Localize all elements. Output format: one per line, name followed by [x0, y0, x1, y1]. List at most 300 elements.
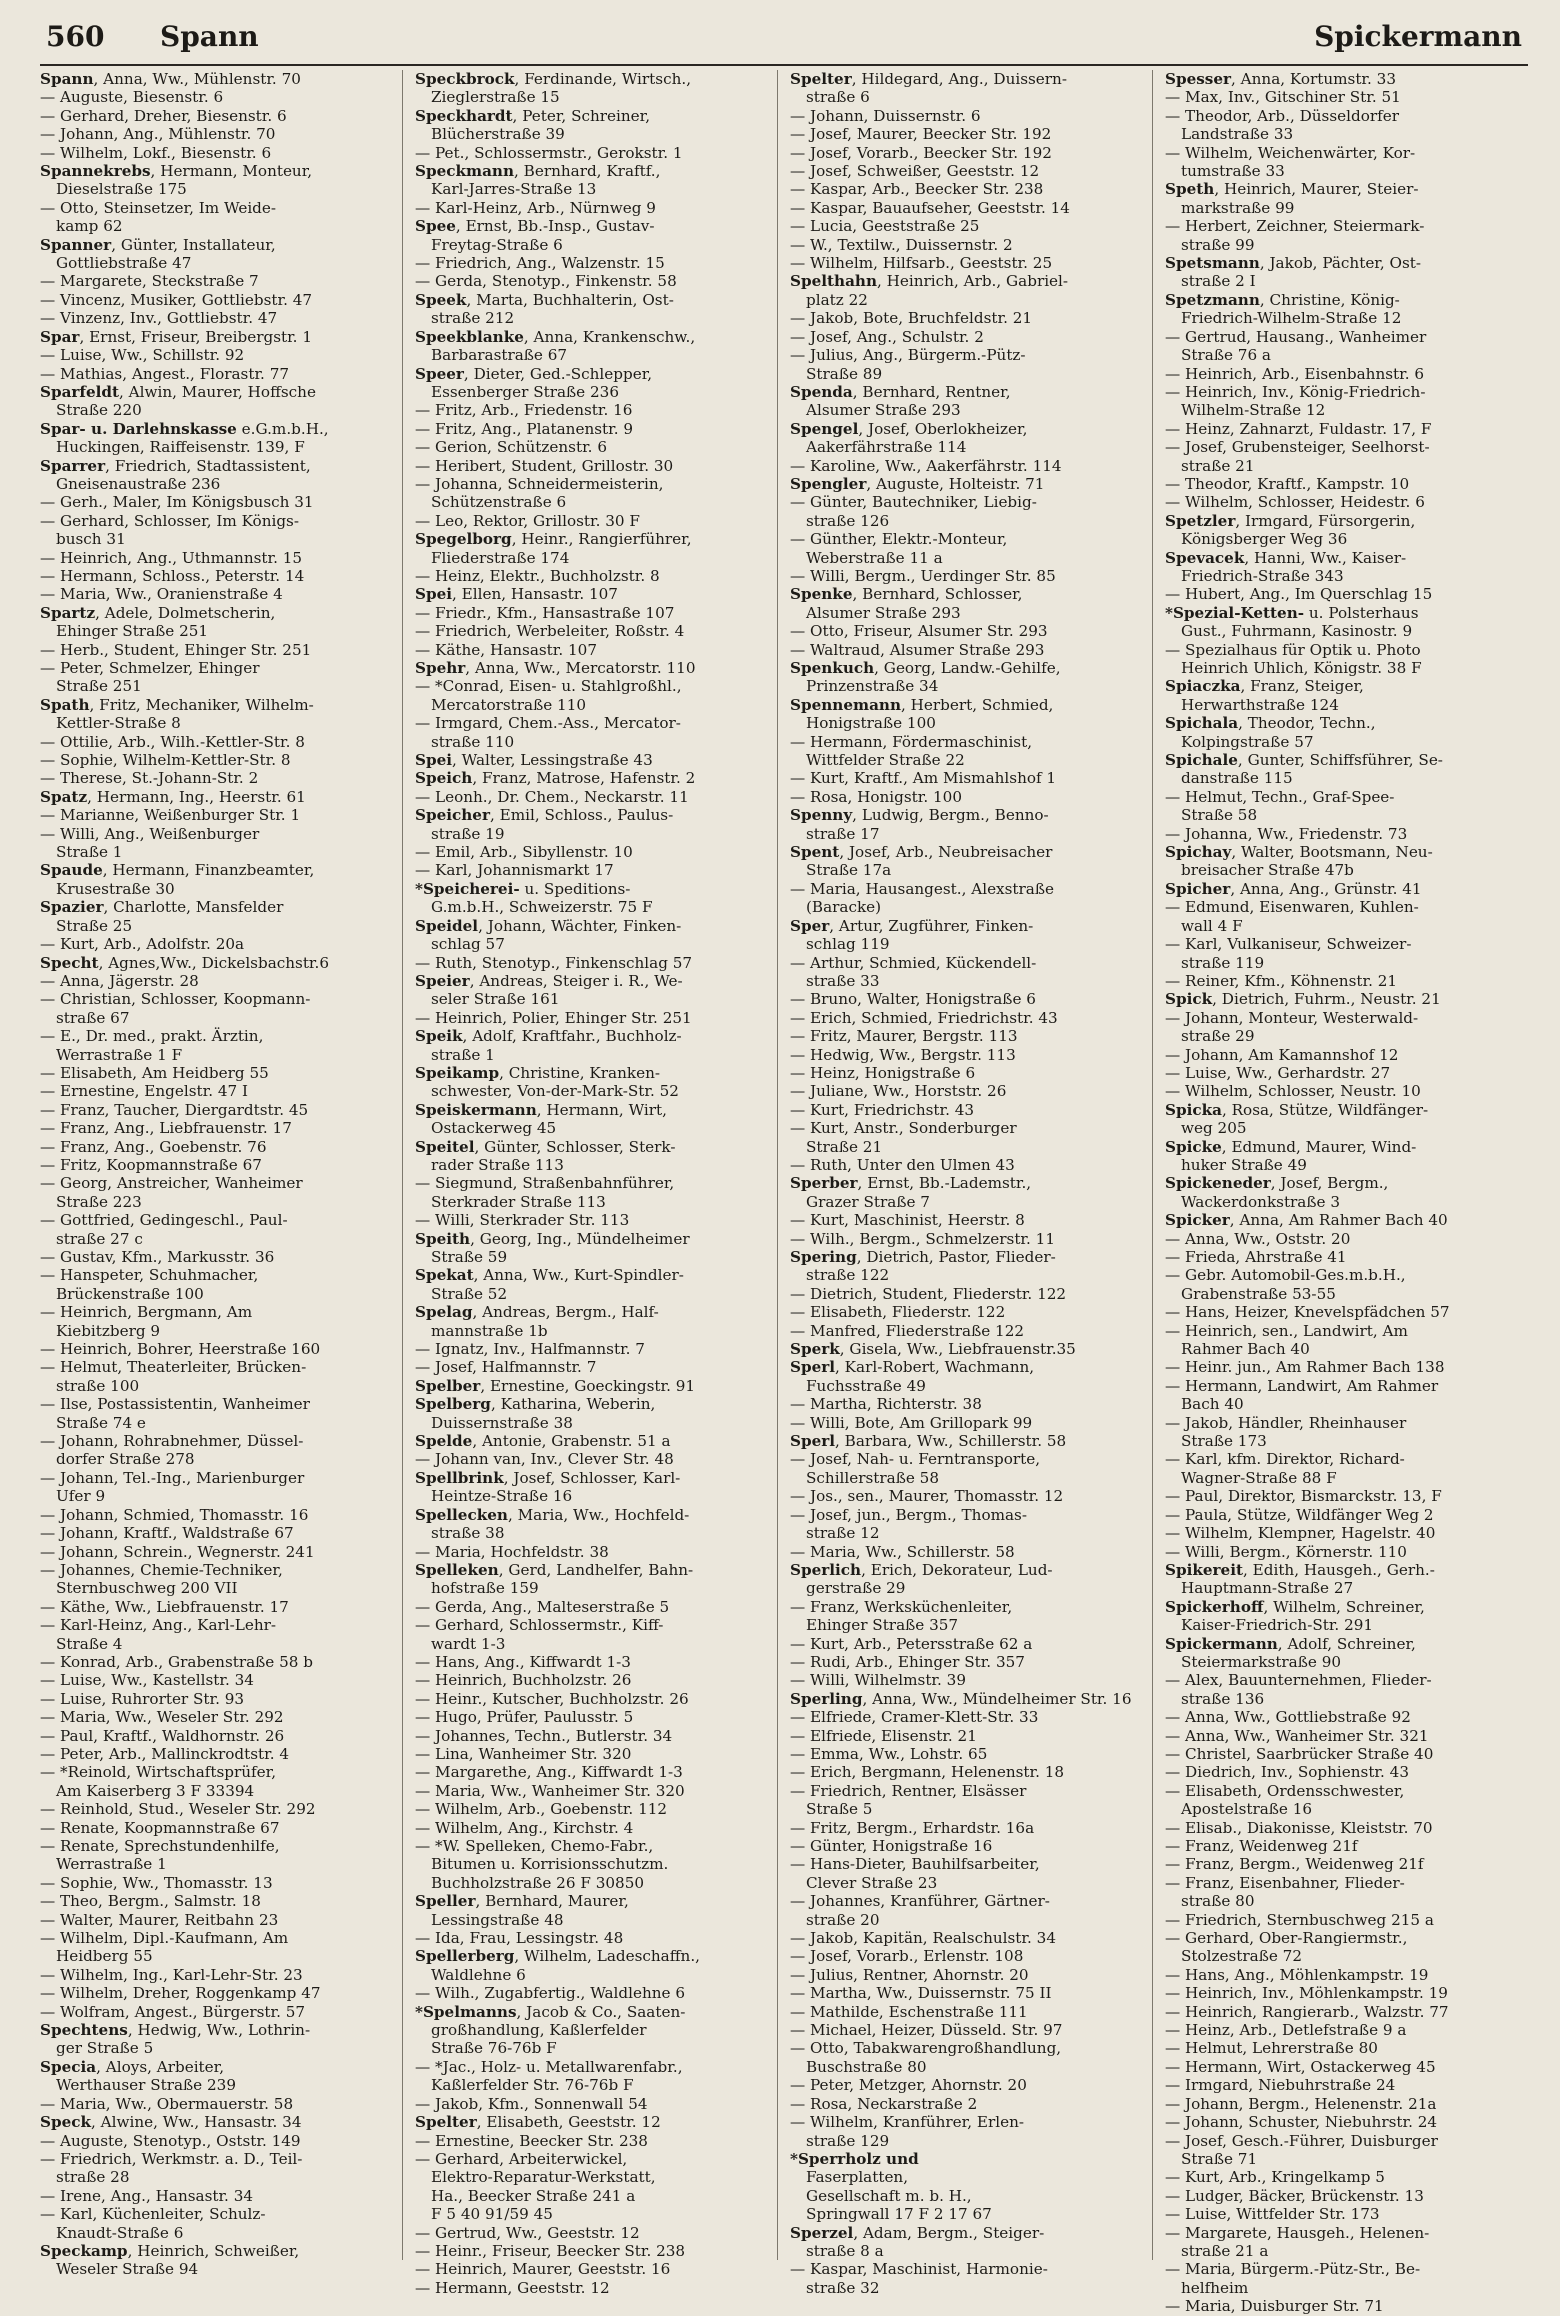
- entry-text: Werrastraße 1: [56, 1855, 167, 1874]
- entry-first-line: [790, 309, 1146, 327]
- entry-text: — Ludger, Bäcker, Brückenstr. 13: [1165, 2186, 1424, 2205]
- directory-entry: [1165, 898, 1522, 935]
- entry-text: , Gisela, Ww., Liebfrauenstr.35: [839, 1340, 1076, 1359]
- directory-entry: [790, 328, 1146, 346]
- entry-first-line: [790, 1119, 1146, 1137]
- entry-text: Wackerdonkstraße 3: [1181, 1192, 1340, 1211]
- entry-text: — Gerda, Stenotyp., Finkenstr. 58: [415, 272, 677, 291]
- directory-entry: [415, 1763, 771, 1781]
- entry-first-line: [415, 328, 771, 346]
- directory-entry: [1165, 180, 1522, 217]
- entry-first-line: [790, 1506, 1146, 1524]
- entry-first-line: [415, 420, 771, 438]
- entry-text: , Bernhard, Kraftf.,: [514, 162, 661, 181]
- entry-first-line: [790, 1598, 1146, 1616]
- entry-surname: Spesser: [1165, 70, 1232, 88]
- directory-entry: [790, 1064, 1146, 1082]
- entry-surname: Speik: [415, 1027, 463, 1046]
- entry-first-line: [1165, 1745, 1522, 1763]
- directory-entry: [1165, 1009, 1522, 1046]
- entry-continuation-line: [1165, 917, 1522, 935]
- entry-text: Duissernstraße 38: [431, 1413, 573, 1432]
- entry-first-line: [790, 1690, 1146, 1708]
- entry-surname: Sperlich: [790, 1560, 862, 1579]
- entry-text: straße 12: [806, 1524, 880, 1543]
- entry-text: Lessingstraße 48: [431, 1910, 564, 1929]
- entry-text: Schützenstraße 6: [431, 493, 567, 512]
- entry-first-line: [415, 2058, 771, 2076]
- entry-first-line: [40, 935, 396, 953]
- entry-text: — Peter, Metzger, Ahornstr. 20: [790, 2076, 1027, 2095]
- entry-first-line: [40, 493, 396, 511]
- entry-text: straße 122: [806, 1266, 890, 1285]
- entry-text: — Heinrich, Maurer, Geeststr. 16: [415, 2260, 671, 2279]
- entry-text: , Georg, Ing., Mündelheimer: [470, 1229, 690, 1248]
- entry-surname: Spelter: [790, 70, 852, 88]
- entry-text: — Willi, Ang., Weißenburger: [40, 824, 260, 843]
- entry-text: rader Straße 113: [431, 1155, 564, 1174]
- entry-continuation-line: [415, 180, 771, 198]
- entry-first-line: [1165, 254, 1522, 272]
- directory-entry: [790, 1598, 1146, 1635]
- entry-text: — Theodor, Arb., Düsseldorfer: [1165, 106, 1399, 125]
- entry-text: Straße 173: [1181, 1432, 1267, 1451]
- entry-text: — Maria, Hausangest., Alexstraße: [790, 879, 1054, 898]
- entry-continuation-line: [40, 401, 396, 419]
- directory-entry: [790, 2003, 1146, 2021]
- entry-continuation-line: [1165, 2279, 1522, 2297]
- entry-text: , Hermann, Wirt,: [536, 1100, 667, 1119]
- directory-entry: [790, 2076, 1146, 2094]
- entry-text: — Heinz, Arb., Detlefstraße 9 a: [1165, 2021, 1407, 2040]
- entry-text: — Theodor, Kraftf., Kampstr. 10: [1165, 474, 1410, 493]
- entry-text: — Josef, Schweißer, Geeststr. 12: [790, 162, 1040, 181]
- entry-text: — Marianne, Weißenburger Str. 1: [40, 806, 301, 825]
- directory-entry: [1165, 2003, 1522, 2021]
- entry-first-line: [790, 622, 1146, 640]
- entry-first-line: [40, 291, 396, 309]
- directory-entry: [790, 2021, 1146, 2039]
- directory-entry: [40, 493, 396, 511]
- entry-first-line: [415, 144, 771, 162]
- directory-entry: [1165, 677, 1522, 714]
- entry-text: busch 31: [56, 530, 126, 549]
- entry-surname: Spenkuch: [790, 659, 875, 677]
- entry-surname: Speitel: [415, 1137, 475, 1156]
- directory-entry: [415, 1708, 771, 1726]
- entry-first-line: [415, 1708, 771, 1726]
- entry-first-line: [40, 990, 396, 1008]
- entry-text: huker Straße 49: [1181, 1155, 1307, 1174]
- entry-text: — Günter, Honigstraße 16: [790, 1837, 993, 1855]
- entry-text: Wagner-Straße 88 F: [1181, 1468, 1337, 1487]
- directory-entry: [415, 641, 771, 659]
- entry-text: — Elfriede, Cramer-Klett-Str. 33: [790, 1708, 1039, 1727]
- entry-surname: Spickermann: [1165, 1634, 1278, 1653]
- entry-text: — Kurt, Arb., Adolfstr. 20a: [40, 935, 245, 954]
- entry-continuation-line: [790, 1911, 1146, 1929]
- entry-first-line: [40, 2021, 396, 2039]
- directory-entry: [790, 162, 1146, 180]
- entry-continuation-line: [40, 2076, 396, 2094]
- entry-first-line: [1165, 180, 1522, 198]
- entry-text: wardt 1-3: [431, 1634, 506, 1653]
- entry-first-line: [790, 1230, 1146, 1248]
- entry-text: Dieselstraße 175: [56, 180, 187, 199]
- entry-first-line: [790, 1340, 1146, 1358]
- entry-text: — Reinhold, Stud., Weseler Str. 292: [40, 1800, 316, 1819]
- directory-entry: [1165, 365, 1522, 383]
- entry-text: — Franz, Ang., Goebenstr. 76: [40, 1137, 267, 1156]
- entry-text: , Heinrich, Maurer, Steier-: [1214, 180, 1419, 199]
- directory-entry: [415, 291, 771, 328]
- directory-entry: [790, 1819, 1146, 1837]
- entry-continuation-line: [1165, 530, 1522, 548]
- directory-entry: [790, 1414, 1146, 1432]
- entry-text: , Elisabeth, Geeststr. 12: [476, 2113, 661, 2132]
- directory-entry: [40, 2242, 396, 2279]
- entry-continuation-line: [790, 861, 1146, 879]
- entry-first-line: [1165, 1211, 1522, 1229]
- entry-first-line: [790, 1561, 1146, 1579]
- entry-text: — *Jac., Holz- u. Metallwarenfabr.,: [415, 2057, 683, 2076]
- directory-entry: [40, 1211, 396, 1248]
- entry-first-line: [790, 236, 1146, 254]
- entry-first-line: [40, 2113, 396, 2131]
- entry-text: — Gerhard, Ober-Rangiermstr.,: [1165, 1929, 1408, 1948]
- entry-text: — Josef, Vorarb., Erlenstr. 108: [790, 1947, 1024, 1966]
- entry-first-line: [790, 1892, 1146, 1910]
- entry-first-line: [40, 1211, 396, 1229]
- directory-entry: [790, 1248, 1146, 1285]
- entry-text: Friedrich-Straße 343: [1181, 566, 1344, 585]
- entry-text: — Irmgard, Chem.-Ass., Mercator-: [415, 714, 681, 733]
- entry-text: Rahmer Bach 40: [1181, 1340, 1310, 1359]
- entry-text: , Adele, Dolmetscherin,: [95, 603, 276, 622]
- directory-entry: [40, 1469, 396, 1506]
- entry-text: — Ida, Frau, Lessingstr. 48: [415, 1929, 624, 1948]
- entry-continuation-line: [790, 88, 1146, 106]
- entry-continuation-line: [1165, 1892, 1522, 1910]
- entry-text: , Josef, Arb., Neubreisacher: [839, 843, 1053, 862]
- directory-entry: [415, 1230, 771, 1267]
- entry-text: , Jacob & Co., Saaten-: [516, 2002, 686, 2021]
- directory-entry: [1165, 1524, 1522, 1542]
- directory-entry: [40, 1101, 396, 1119]
- entry-surname: Spatz: [40, 787, 88, 806]
- entry-first-line: [1165, 512, 1522, 530]
- entry-first-line: [1165, 70, 1522, 88]
- entry-text: — Heribert, Student, Grillostr. 30: [415, 456, 674, 475]
- entry-surname: Specht: [40, 953, 99, 972]
- entry-first-line: [790, 1966, 1146, 1984]
- entry-first-line: [790, 917, 1146, 935]
- entry-first-line: [40, 972, 396, 990]
- directory-entry: [1165, 475, 1522, 493]
- entry-surname: Spelthahn: [790, 272, 878, 291]
- entry-text: , Anna, Ang., Grünstr. 41: [1230, 879, 1422, 898]
- entry-text: — Heinrich, Buchholzstr. 26: [415, 1671, 632, 1690]
- entry-text: — Rudi, Arb., Ehinger Str. 357: [790, 1652, 1025, 1671]
- entry-text: — Luise, Ww., Gerhardstr. 27: [1165, 1063, 1391, 1082]
- entry-text: — Kaspar, Arb., Beecker Str. 238: [790, 180, 1044, 199]
- directory-entry: [415, 1358, 771, 1376]
- entry-text: — W., Textilw., Duissernstr. 2: [790, 235, 1013, 254]
- entry-text: — Maria, Ww., Oranienstraße 4: [40, 585, 283, 604]
- directory-entry: [40, 2205, 396, 2242]
- directory-entry: [40, 549, 396, 567]
- entry-text: — Fritz, Koopmannstraße 67: [40, 1155, 262, 1174]
- entry-text: — Karl, Johannismarkt 17: [415, 861, 614, 880]
- entry-surname: Spath: [40, 695, 90, 714]
- entry-text: Bach 40: [1181, 1395, 1244, 1414]
- entry-surname: Speckamp: [40, 2241, 128, 2260]
- entry-text: — Kaspar, Bauaufseher, Geeststr. 14: [790, 198, 1070, 217]
- entry-first-line: [40, 309, 396, 327]
- entry-text: , Georg, Landw.-Gehilfe,: [874, 659, 1061, 677]
- directory-entry: [790, 70, 1146, 107]
- entry-text: — *Reinold, Wirtschaftsprüfer,: [40, 1763, 277, 1782]
- entry-first-line: [1165, 1046, 1522, 1064]
- directory-entry: [40, 1248, 396, 1266]
- entry-text: — Josef, Vorarb., Beecker Str. 192: [790, 143, 1052, 162]
- entry-text: — Johannes, Techn., Butlerstr. 34: [415, 1726, 673, 1745]
- entry-first-line: [40, 383, 396, 401]
- entry-first-line: [415, 1561, 771, 1579]
- directory-entry: [40, 309, 396, 327]
- entry-continuation-line: [415, 935, 771, 953]
- directory-entry: [790, 954, 1146, 991]
- entry-text: Grabenstraße 53-55: [1181, 1284, 1336, 1303]
- entry-text: — Willi, Bote, Am Grillopark 99: [790, 1413, 1033, 1432]
- directory-entry: [790, 1506, 1146, 1543]
- entry-text: Wittfelder Straße 22: [806, 751, 965, 770]
- entry-first-line: [40, 144, 396, 162]
- directory-entry: [790, 493, 1146, 530]
- entry-text: — Leonh., Dr. Chem., Neckarstr. 11: [415, 787, 689, 806]
- entry-continuation-line: [415, 1414, 771, 1432]
- entry-text: , Herbert, Schmied,: [901, 695, 1054, 714]
- entry-text: — Elfriede, Elisenstr. 21: [790, 1726, 977, 1745]
- entry-continuation-line: [790, 898, 1146, 916]
- entry-text: , Charlotte, Mansfelder: [103, 898, 284, 917]
- entry-text: — Heinrich, Bergmann, Am: [40, 1303, 253, 1322]
- entry-first-line: [415, 107, 771, 125]
- directory-entry: [415, 70, 771, 107]
- entry-continuation-line: [415, 1082, 771, 1100]
- directory-entry: [40, 291, 396, 309]
- directory-entry: [790, 383, 1146, 420]
- entry-surname: Spicher: [1165, 879, 1231, 898]
- entry-text: Straße 25: [56, 916, 133, 935]
- entry-surname: Spetzler: [1165, 511, 1236, 530]
- entry-text: — Erich, Schmied, Friedrichstr. 43: [790, 1008, 1058, 1027]
- directory-entry: [1165, 972, 1522, 990]
- directory-entry: [40, 1616, 396, 1653]
- directory-entry: [415, 604, 771, 622]
- entry-text: Straße 74 e: [56, 1413, 146, 1432]
- entry-text: — Paula, Stütze, Wildfänger Weg 2: [1165, 1505, 1434, 1524]
- entry-text: straße 110: [431, 732, 515, 751]
- entry-text: — Johann, Kraftf., Waldstraße 67: [40, 1524, 294, 1543]
- directory-entry: [415, 1984, 771, 2002]
- entry-text: — Franz, Weidenweg 21f: [1165, 1837, 1358, 1855]
- entry-first-line: [415, 1009, 771, 1027]
- entry-continuation-line: [415, 733, 771, 751]
- entry-first-line: [40, 861, 396, 879]
- entry-first-line: [415, 1947, 771, 1965]
- entry-first-line: [790, 2039, 1146, 2057]
- directory-entry: [40, 1432, 396, 1469]
- directory-entry: [1165, 1911, 1522, 1929]
- entry-first-line: [790, 788, 1146, 806]
- entry-first-line: [790, 1763, 1146, 1781]
- entry-text: — Elisabeth, Fliederstr. 122: [790, 1303, 1006, 1322]
- directory-entry: [415, 2150, 771, 2224]
- directory-entry: [415, 585, 771, 603]
- directory-entry: [40, 2021, 396, 2058]
- directory-entry: [790, 733, 1146, 770]
- entry-text: — Renate, Sprechstundenhilfe,: [40, 1837, 280, 1855]
- directory-entry: [1165, 1708, 1522, 1726]
- entry-text: Barbarastraße 67: [431, 346, 568, 365]
- directory-entry: [40, 1929, 396, 1966]
- entry-text: straße 100: [56, 1376, 140, 1395]
- entry-text: — Kurt, Arb., Petersstraße 62 a: [790, 1634, 1033, 1653]
- entry-first-line: [40, 604, 396, 622]
- entry-continuation-line: [415, 1855, 771, 1873]
- entry-first-line: [1165, 1984, 1522, 2002]
- entry-text: — Johannes, Kranführer, Gärtner-: [790, 1892, 1050, 1911]
- directory-entry: [1165, 880, 1522, 898]
- entry-text: , Jakob, Pächter, Ost-: [1259, 254, 1422, 273]
- directory-entry: [790, 1230, 1146, 1248]
- entry-first-line: [1165, 1138, 1522, 1156]
- entry-text: gerstraße 29: [806, 1579, 906, 1598]
- entry-first-line: [40, 549, 396, 567]
- entry-text: , Hedwig, Ww., Lothrin-: [127, 2021, 311, 2040]
- entry-continuation-line: [1165, 1193, 1522, 1211]
- entry-text: — Gerhard, Schlossermstr., Kiff-: [415, 1616, 664, 1635]
- entry-first-line: [40, 1708, 396, 1726]
- directory-entry: [40, 1082, 396, 1100]
- directory-entry: [1165, 2113, 1522, 2131]
- entry-text: — Auguste, Biesenstr. 6: [40, 88, 224, 107]
- directory-entry: [40, 2058, 396, 2095]
- entry-text: — Frieda, Ahrstraße 41: [1165, 1248, 1347, 1266]
- entry-first-line: [790, 2113, 1146, 2131]
- entry-text: — Gerion, Schützenstr. 6: [415, 438, 607, 457]
- directory-entry: [1165, 1322, 1522, 1359]
- directory-entry: [790, 917, 1146, 954]
- entry-text: — Therese, St.-Johann-Str. 2: [40, 769, 259, 788]
- entry-continuation-line: [415, 1285, 771, 1303]
- entry-text: , Anna, Krankenschw.,: [523, 327, 696, 346]
- entry-first-line: [790, 806, 1146, 824]
- entry-text: straße 20: [806, 1910, 880, 1929]
- entry-surname: Sperl: [790, 1358, 836, 1377]
- entry-continuation-line: [790, 549, 1146, 567]
- entry-first-line: [1165, 2039, 1522, 2057]
- entry-text: , Anna, Ww., Kurt-Spindler-: [473, 1266, 684, 1285]
- directory-entry: [40, 1837, 396, 1874]
- directory-entry: [40, 1708, 396, 1726]
- entry-text: — Wilhelm, Ing., Karl-Lehr-Str. 23: [40, 1965, 303, 1984]
- entry-first-line: [790, 1708, 1146, 1726]
- entry-first-line: [790, 1082, 1146, 1100]
- running-head-left: Spann: [160, 20, 259, 53]
- entry-first-line: [40, 2187, 396, 2205]
- entry-first-line: [40, 1819, 396, 1837]
- entry-surname: Sperling: [790, 1689, 863, 1708]
- directory-entry: [790, 567, 1146, 585]
- entry-text: — Heinrich, Ang., Uthmannstr. 15: [40, 548, 303, 567]
- entry-first-line: [1165, 1377, 1522, 1395]
- entry-text: — Waltraud, Alsumer Straße 293: [790, 640, 1045, 659]
- entry-surname: Speller: [415, 1892, 476, 1911]
- entry-text: — Gottfried, Gedingeschl., Paul-: [40, 1211, 288, 1230]
- entry-text: , Günter, Installateur,: [111, 235, 276, 254]
- directory-entry: [790, 1009, 1146, 1027]
- entry-text: straße 19: [431, 824, 505, 843]
- entry-first-line: [40, 1984, 396, 2002]
- entry-text: — Emil, Arb., Sibyllenstr. 10: [415, 843, 633, 862]
- column-2: [415, 70, 778, 2297]
- entry-continuation-line: [1165, 1156, 1522, 1174]
- entry-first-line: [415, 2150, 771, 2168]
- directory-entry: [415, 2095, 771, 2113]
- entry-first-line: [40, 1671, 396, 1689]
- directory-entry: [40, 1119, 396, 1137]
- entry-text: straße 38: [431, 1524, 505, 1543]
- entry-first-line: [40, 1598, 396, 1616]
- directory-entry: [1165, 2187, 1522, 2205]
- entry-first-line: [1165, 475, 1522, 493]
- entry-text: — Hans, Ang., Kiffwardt 1-3: [415, 1652, 631, 1671]
- entry-continuation-line: [40, 1414, 396, 1432]
- entry-text: Mercatorstraße 110: [431, 695, 587, 714]
- entry-first-line: [790, 1543, 1146, 1561]
- entry-text: — Günther, Elektr.-Monteur,: [790, 530, 1008, 549]
- directory-entry: [1165, 2021, 1522, 2039]
- directory-entry: [40, 861, 396, 898]
- directory-entry: [40, 1819, 396, 1837]
- directory-entry: [1165, 2132, 1522, 2169]
- entry-first-line: [415, 2224, 771, 2242]
- directory-entry: [790, 1450, 1146, 1487]
- entry-text: , Günter, Schlosser, Sterk-: [474, 1137, 676, 1156]
- entry-first-line: [415, 1138, 771, 1156]
- entry-text: Gneisenaustraße 236: [56, 474, 221, 493]
- entry-first-line: [790, 254, 1146, 272]
- entry-text: Grazer Straße 7: [806, 1192, 930, 1211]
- directory-entry: [415, 420, 771, 438]
- entry-text: — Karl, Vulkaniseur, Schweizer-: [1165, 935, 1412, 954]
- directory-entry: [40, 1064, 396, 1082]
- entry-text: Weberstraße 11 a: [806, 548, 943, 567]
- entry-surname: Spelter: [415, 2113, 477, 2132]
- entry-first-line: [790, 457, 1146, 475]
- entry-first-line: [415, 843, 771, 861]
- entry-first-line: [1165, 493, 1522, 511]
- directory-entry: [790, 272, 1146, 309]
- entry-text: — Heinr., Kutscher, Buchholzstr. 26: [415, 1689, 689, 1708]
- entry-text: Friedrich-Wilhelm-Straße 12: [1181, 309, 1402, 328]
- directory-entry: [790, 843, 1146, 880]
- entry-text: — Theo, Bergm., Salmstr. 18: [40, 1892, 261, 1911]
- directory-entry: [415, 1598, 771, 1616]
- entry-first-line: [415, 806, 771, 824]
